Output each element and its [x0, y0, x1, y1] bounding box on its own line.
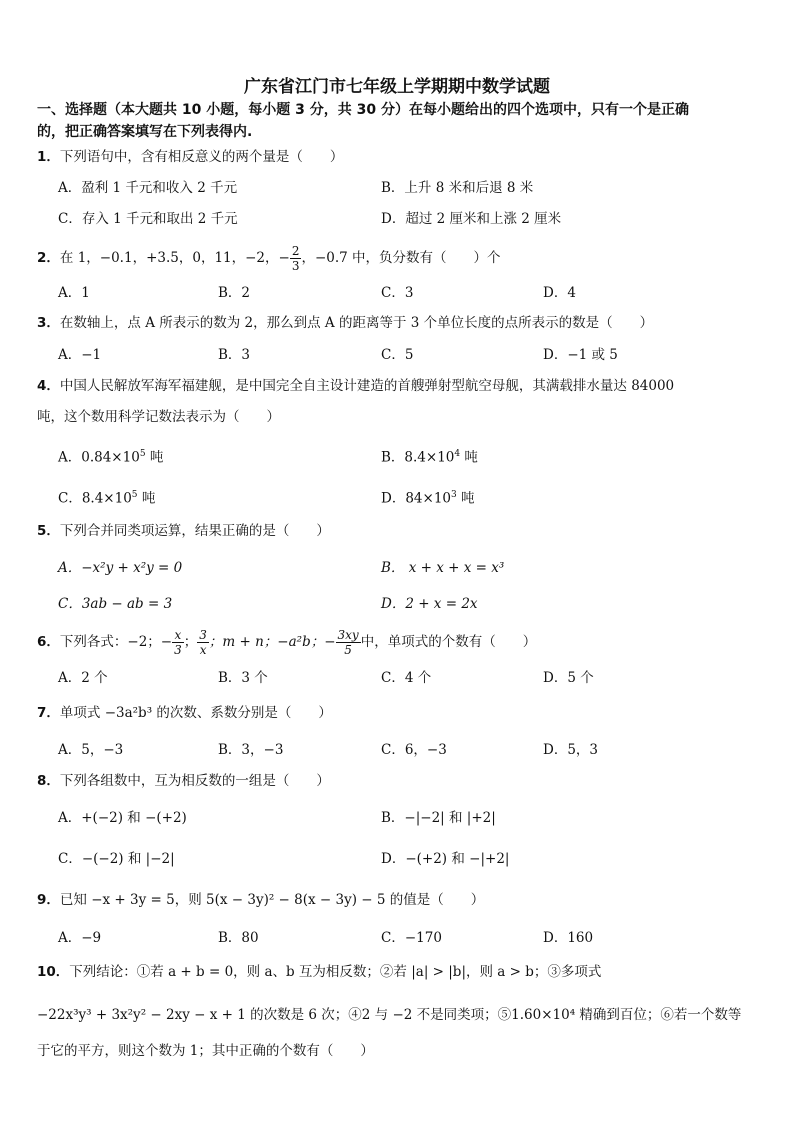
- q5-option-a: A．−x²y + x²y = 0: [58, 560, 183, 576]
- question-text: 下列各组数中，互为相反数的一组是（ ）: [59, 773, 330, 789]
- question-1: [37, 147, 767, 167]
- fraction-numerator: 3xy: [337, 628, 359, 642]
- question-number: 10．: [37, 964, 70, 980]
- question-text-pre: 下列各式：−2；−: [59, 634, 173, 650]
- q5-option-b: B． x + x + x = x³: [381, 560, 505, 576]
- option-base: C．8.4×10: [58, 490, 132, 507]
- fraction: [290, 244, 302, 273]
- fraction-numerator: x: [172, 628, 184, 643]
- question-10-line3: 于它的平方，则这个数为 1；其中正确的个数有（ ）: [37, 1043, 374, 1059]
- option-exponent: 3: [451, 490, 457, 500]
- q6-option-b: B．3 个: [218, 670, 268, 686]
- q1-option-d: D．超过 2 厘米和上涨 2 厘米: [381, 211, 562, 227]
- question-text-mid: ；: [183, 634, 198, 650]
- question-text-mid: ；m + n；−a²b；−: [208, 634, 336, 650]
- q4-option-d: [381, 485, 475, 509]
- question-3: [37, 313, 767, 333]
- q6-option-c: C．4 个: [381, 670, 432, 686]
- question-7: [37, 703, 767, 723]
- question-number: 5．: [37, 523, 60, 539]
- question-number: 6．: [37, 634, 60, 650]
- section-heading-line1: 一、选择题（本大题共 10 小题，每小题 3 分，共 30 分）在每小题给出的四个选项中，只有一个是正确: [37, 102, 689, 118]
- q9-option-c: C．−170: [381, 930, 442, 946]
- option-base: D．84×10: [381, 490, 451, 507]
- option-unit: 吨: [137, 490, 156, 507]
- option-base: B．8.4×10: [381, 449, 455, 466]
- fraction: [197, 628, 209, 657]
- question-8: [37, 771, 767, 791]
- question-text-line1: 下列结论：①若 a + b = 0，则 a、b 互为相反数；②若 |a| > |b|，则 a > b；③多项式: [69, 964, 602, 980]
- q1-option-a: A．盈利 1 千元和收入 2 千元: [58, 180, 238, 196]
- question-number: 7．: [37, 705, 60, 721]
- option-exponent: 5: [139, 449, 146, 459]
- fraction-denominator: x: [199, 643, 207, 657]
- q3-option-c: C．5: [381, 347, 414, 363]
- option-unit: 吨: [456, 490, 475, 507]
- page-title: 广东省江门市七年级上学期期中数学试题: [244, 77, 550, 97]
- question-text-post: ，−0.7 中，负分数有（ ）个: [301, 250, 501, 266]
- question-text: 在数轴上，点 A 所表示的数为 2，那么到点 A 的距离等于 3 个单位长度的点所表示的数是（ ）: [59, 315, 654, 331]
- q2-option-d: D．4: [543, 285, 576, 301]
- q2-option-c: C．3: [381, 285, 414, 301]
- fraction-numerator: 2: [291, 244, 300, 258]
- question-4-line2: 吨，这个数用科学记数法表示为（ ）: [37, 409, 280, 425]
- question-5: [37, 521, 767, 541]
- question-number: 9．: [37, 892, 60, 908]
- q8-option-d: D．−(+2) 和 −|+2|: [381, 851, 510, 867]
- question-text: 单项式 −3a²b³ 的次数、系数分别是（ ）: [59, 705, 332, 721]
- fraction-denominator: 5: [344, 643, 352, 657]
- question-text-pre: 在 1，−0.1，+3.5，0，11，−2，−: [59, 250, 290, 266]
- q3-option-a: A．−1: [58, 347, 102, 363]
- q1-option-b: B．上升 8 米和后退 8 米: [381, 180, 534, 196]
- q4-option-b: [381, 444, 478, 468]
- question-10-line2: −22x³y³ + 3x²y² − 2xy − x + 1 的次数是 6 次；④2 与 −2 不是同类项；⑤1.60×10⁴ 精确到百位；⑥若一个数等: [37, 1007, 742, 1023]
- fraction: [172, 628, 184, 657]
- q2-option-a: A．1: [58, 285, 90, 301]
- q3-option-d: D．−1 或 5: [543, 347, 618, 363]
- question-number: 4．: [37, 378, 60, 394]
- q5-option-c: C．3ab − ab = 3: [58, 596, 173, 612]
- q7-option-b: B．3，−3: [218, 742, 284, 758]
- section-heading-line2: 的，把正确答案填写在下列表得内.: [37, 124, 253, 140]
- question-4: [37, 376, 767, 396]
- q8-option-a: A．+(−2) 和 −(+2): [58, 810, 187, 826]
- fraction-denominator: 3: [174, 643, 182, 657]
- question-2: [37, 244, 767, 273]
- q3-option-b: B．3: [218, 347, 251, 363]
- question-9: [37, 890, 767, 910]
- q7-option-a: A．5，−3: [58, 742, 124, 758]
- option-exponent: 4: [454, 449, 461, 459]
- q9-option-a: A．−9: [58, 930, 102, 946]
- question-number: 8．: [37, 773, 60, 789]
- question-10: [37, 962, 767, 982]
- q8-option-b: B．−|−2| 和 |+2|: [381, 810, 496, 826]
- q6-option-a: A．2 个: [58, 670, 108, 686]
- fraction-numerator: 3: [199, 628, 207, 642]
- q5-option-d: D．2 + x = 2x: [381, 596, 478, 612]
- q1-option-c: C．存入 1 千元和取出 2 千元: [58, 211, 238, 227]
- q8-option-c: C．−(−2) 和 |−2|: [58, 851, 175, 867]
- question-text-post: 中，单项式的个数有（ ）: [360, 634, 537, 650]
- q7-option-d: D．5，3: [543, 742, 599, 758]
- q2-option-b: B．2: [218, 285, 251, 301]
- option-unit: 吨: [460, 449, 478, 466]
- option-exponent: 5: [131, 490, 138, 500]
- q4-option-c: [58, 485, 155, 509]
- question-number: 2．: [37, 250, 60, 266]
- q9-option-b: B．80: [218, 930, 259, 946]
- q9-option-d: D．160: [543, 930, 594, 946]
- option-base: A．0.84×10: [58, 449, 140, 466]
- question-text-line1: 中国人民解放军海军福建舰，是中国完全自主设计建造的首艘弹射型航空母舰，其满载排水量达 84000: [59, 378, 675, 394]
- fraction: [336, 628, 361, 657]
- question-text: 已知 −x + 3y = 5，则 5(x − 3y)² − 8(x − 3y) − 5 的值是（ ）: [59, 892, 485, 908]
- q6-option-d: D．5 个: [543, 670, 594, 686]
- q7-option-c: C．6，−3: [381, 742, 447, 758]
- fraction-denominator: 3: [291, 259, 300, 273]
- question-6: [37, 628, 767, 657]
- question-number: 3．: [37, 315, 60, 331]
- question-number: 1．: [37, 149, 60, 165]
- q4-option-a: [58, 444, 163, 468]
- question-text: 下列语句中，含有相反意义的两个量是（ ）: [59, 149, 344, 165]
- question-text: 下列合并同类项运算，结果正确的是（ ）: [59, 523, 330, 539]
- option-unit: 吨: [145, 449, 164, 466]
